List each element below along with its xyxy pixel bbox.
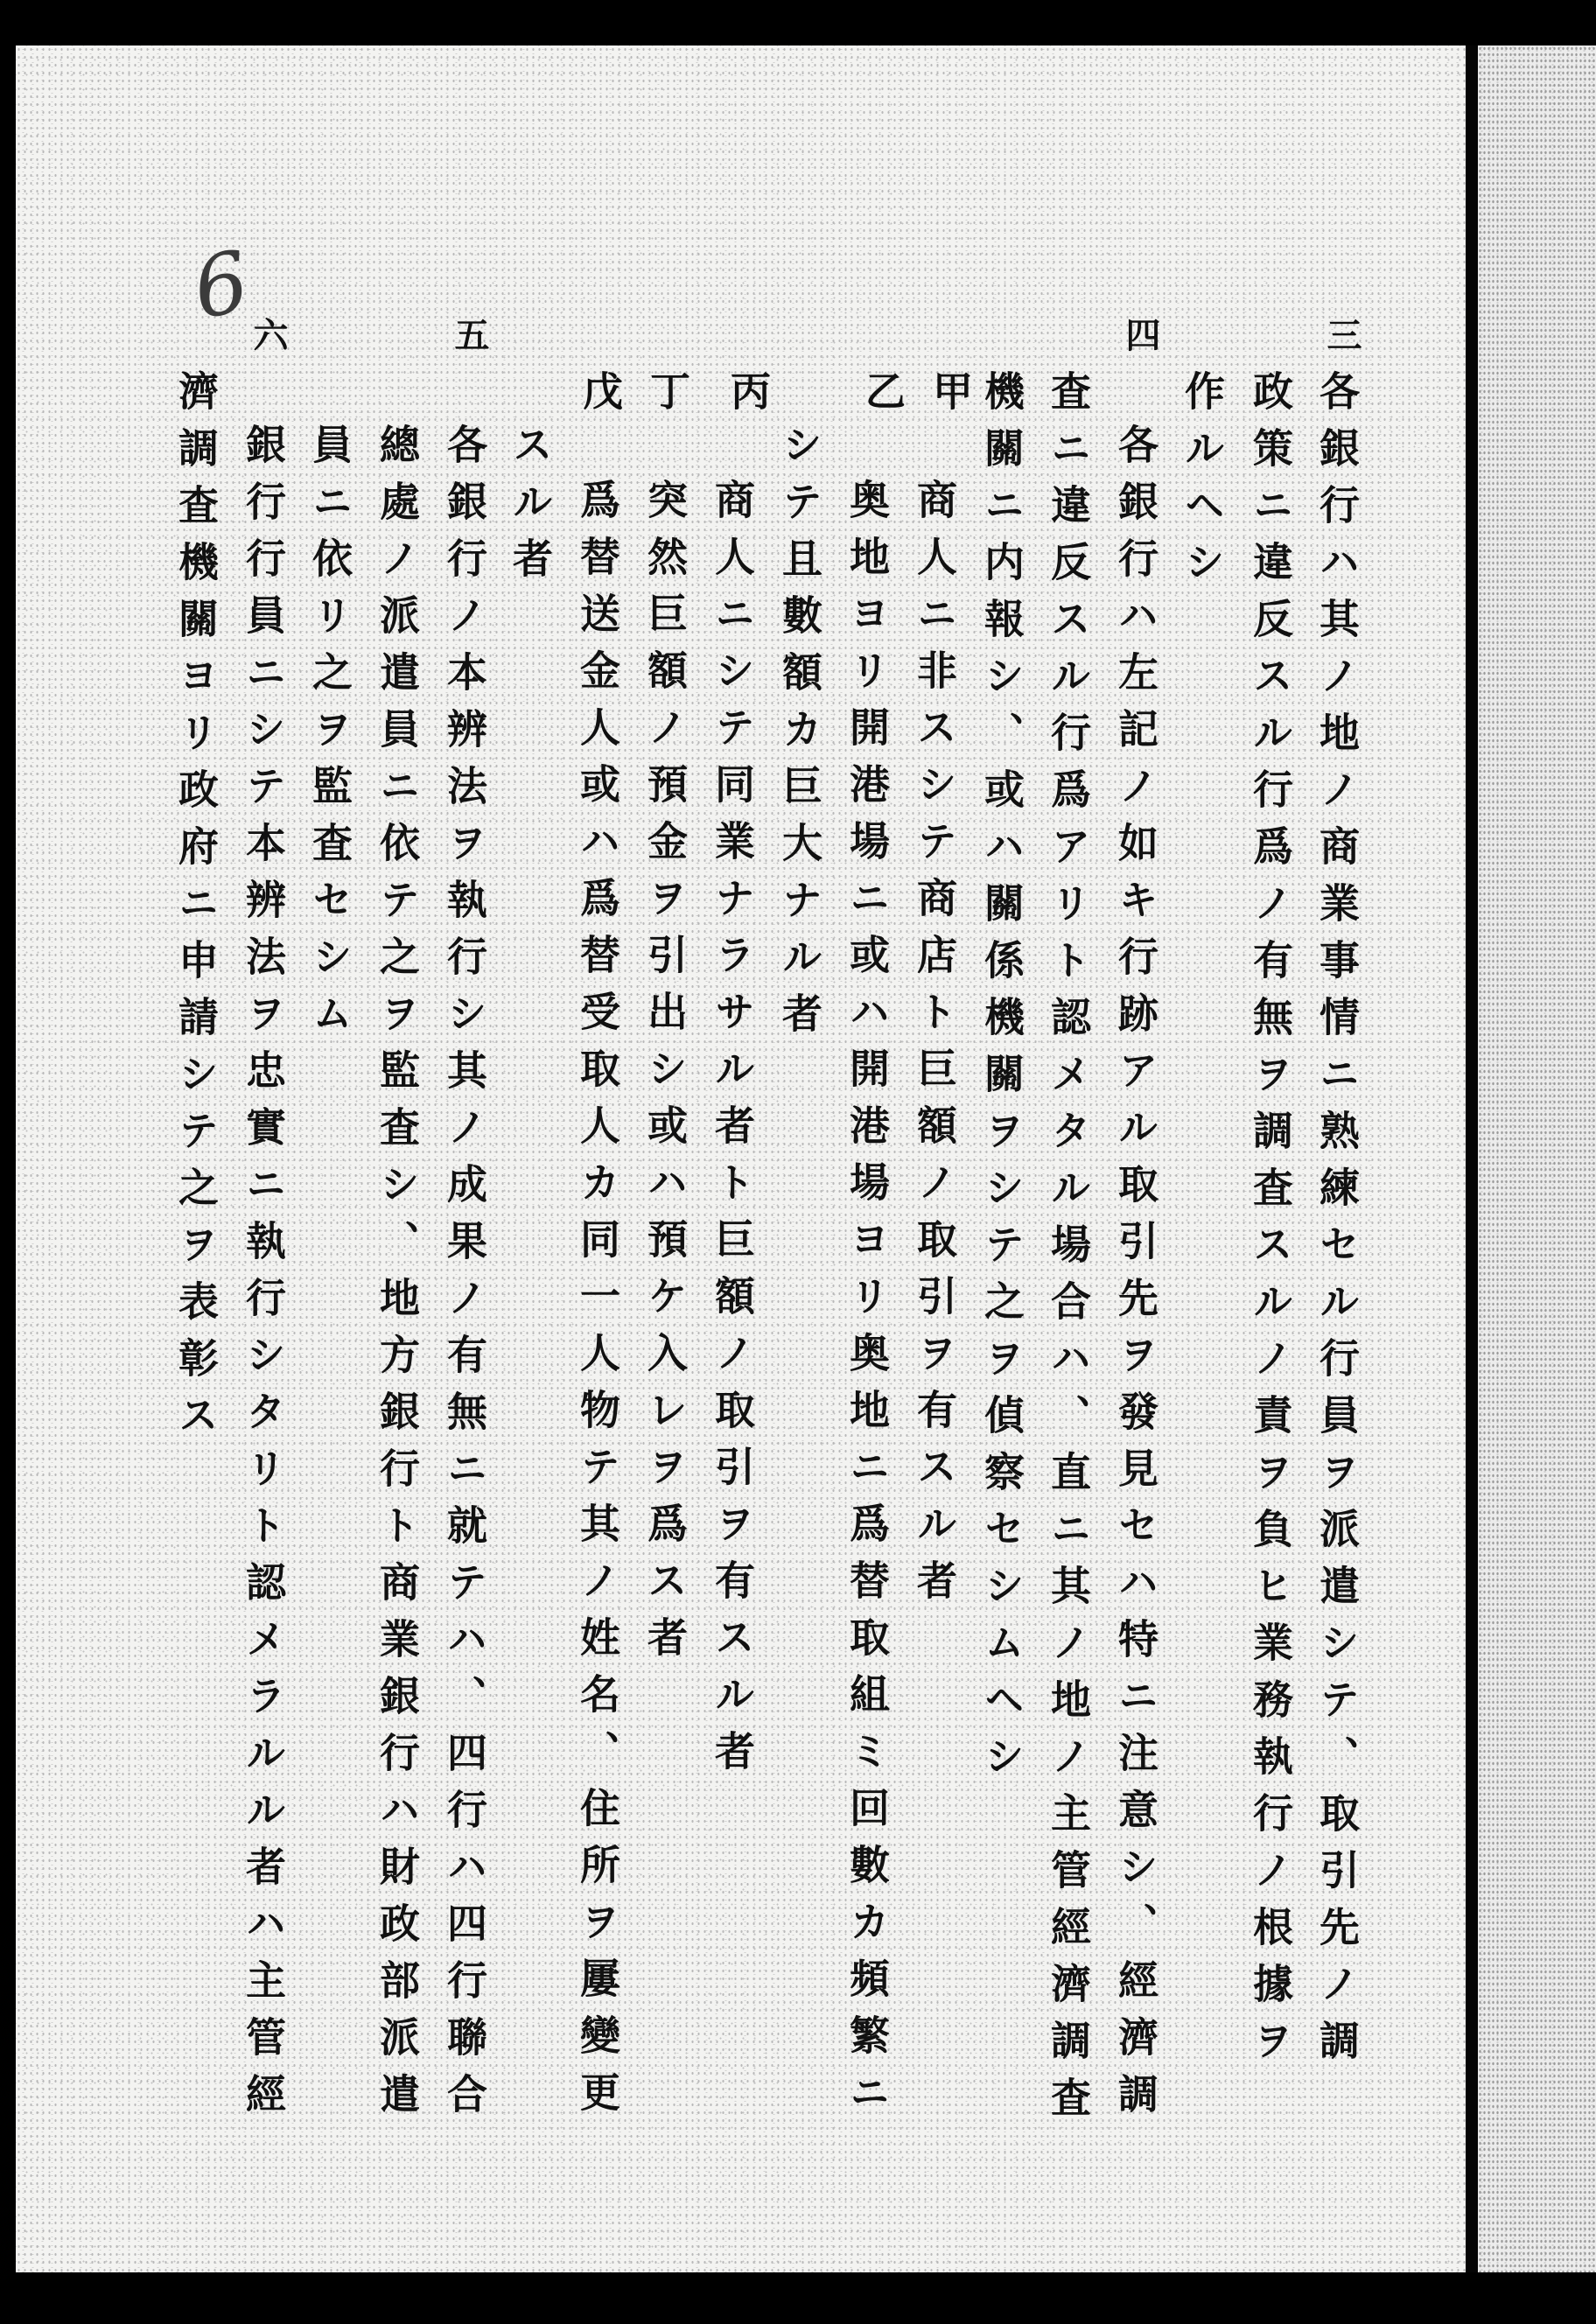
text-column-09: シテ且數額カ巨大ナル者 [776, 424, 823, 1049]
item-marker-hei: 丙 [724, 370, 772, 410]
text-column-08: 奥地ヨリ開港場ニ或ハ開港場ヨリ奥地ニ爲替取組ミ回數カ頻繁ニ [844, 479, 891, 2128]
text-column-01: 各銀行ハ其ノ地ノ商業事情ニ熟練セル行員ヲ派遣シテ、取引先ノ調 [1313, 370, 1361, 2076]
text-column-04: 各銀行ハ左記ノ如キ行跡アル取引先ヲ發見セハ特ニ注意シ、經濟調 [1112, 424, 1159, 2130]
text-column-02: 政策ニ違反スル行爲ノ有無ヲ調査スルノ責ヲ負ヒ業務執行ノ根據ヲ [1247, 370, 1294, 2076]
section-number-5: 五 [449, 317, 489, 352]
adjacent-page-strip [1478, 46, 1596, 2272]
binding-edge [1466, 46, 1478, 2272]
text-column-03: 作ルヘシ [1179, 370, 1226, 598]
section-number-6: 六 [248, 317, 288, 352]
text-column-12: 爲替送金人或ハ爲替受取人カ同一人物テ其ノ姓名、住所ヲ屢變更 [574, 479, 621, 2128]
item-marker-bo: 戊 [577, 370, 624, 410]
text-column-18: 濟調査機關ヨリ政府ニ申請シテ之ヲ表彰ス [172, 370, 220, 1451]
item-marker-ko: 甲 [927, 370, 974, 410]
text-column-17: 銀行行員ニシテ本辨法ヲ忠實ニ執行シタリト認メラルル者ハ主管經 [240, 424, 287, 2130]
text-column-06: 機關ニ内報シ、或ハ關係機關ヲシテ之ヲ偵察セシムヘシ [978, 370, 1026, 1792]
text-column-15: 總處ノ派遣員ニ依テ之ヲ監査シ、地方銀行ト商業銀行ハ財政部派遣 [374, 424, 421, 2130]
section-number-4: 四 [1120, 317, 1160, 352]
item-marker-otsu: 乙 [859, 370, 906, 410]
page-number: 6 [186, 232, 256, 339]
text-column-13: スル者 [507, 424, 554, 594]
text-column-07: 商人ニ非スシテ商店ト巨額ノ取引ヲ有スル者 [911, 479, 958, 1616]
text-column-11: 突然巨額ノ預金ヲ引出シ或ハ預ケ入レヲ爲ス者 [641, 479, 689, 1673]
text-column-05: 査ニ違反スル行爲アリト認メタル場合ハ、直ニ其ノ地ノ主管經濟調査 [1045, 370, 1092, 2133]
section-number-3: 三 [1321, 317, 1362, 352]
text-column-10: 商人ニシテ同業ナラサル者ト巨額ノ取引ヲ有スル者 [709, 479, 756, 1787]
text-column-14: 各銀行ノ本辨法ヲ執行シ其ノ成果ノ有無ニ就テハ、四行ハ四行聯合 [441, 424, 488, 2130]
item-marker-tei: 丁 [644, 370, 691, 410]
text-column-16: 員ニ依リ之ヲ監査セシム [306, 424, 354, 1049]
